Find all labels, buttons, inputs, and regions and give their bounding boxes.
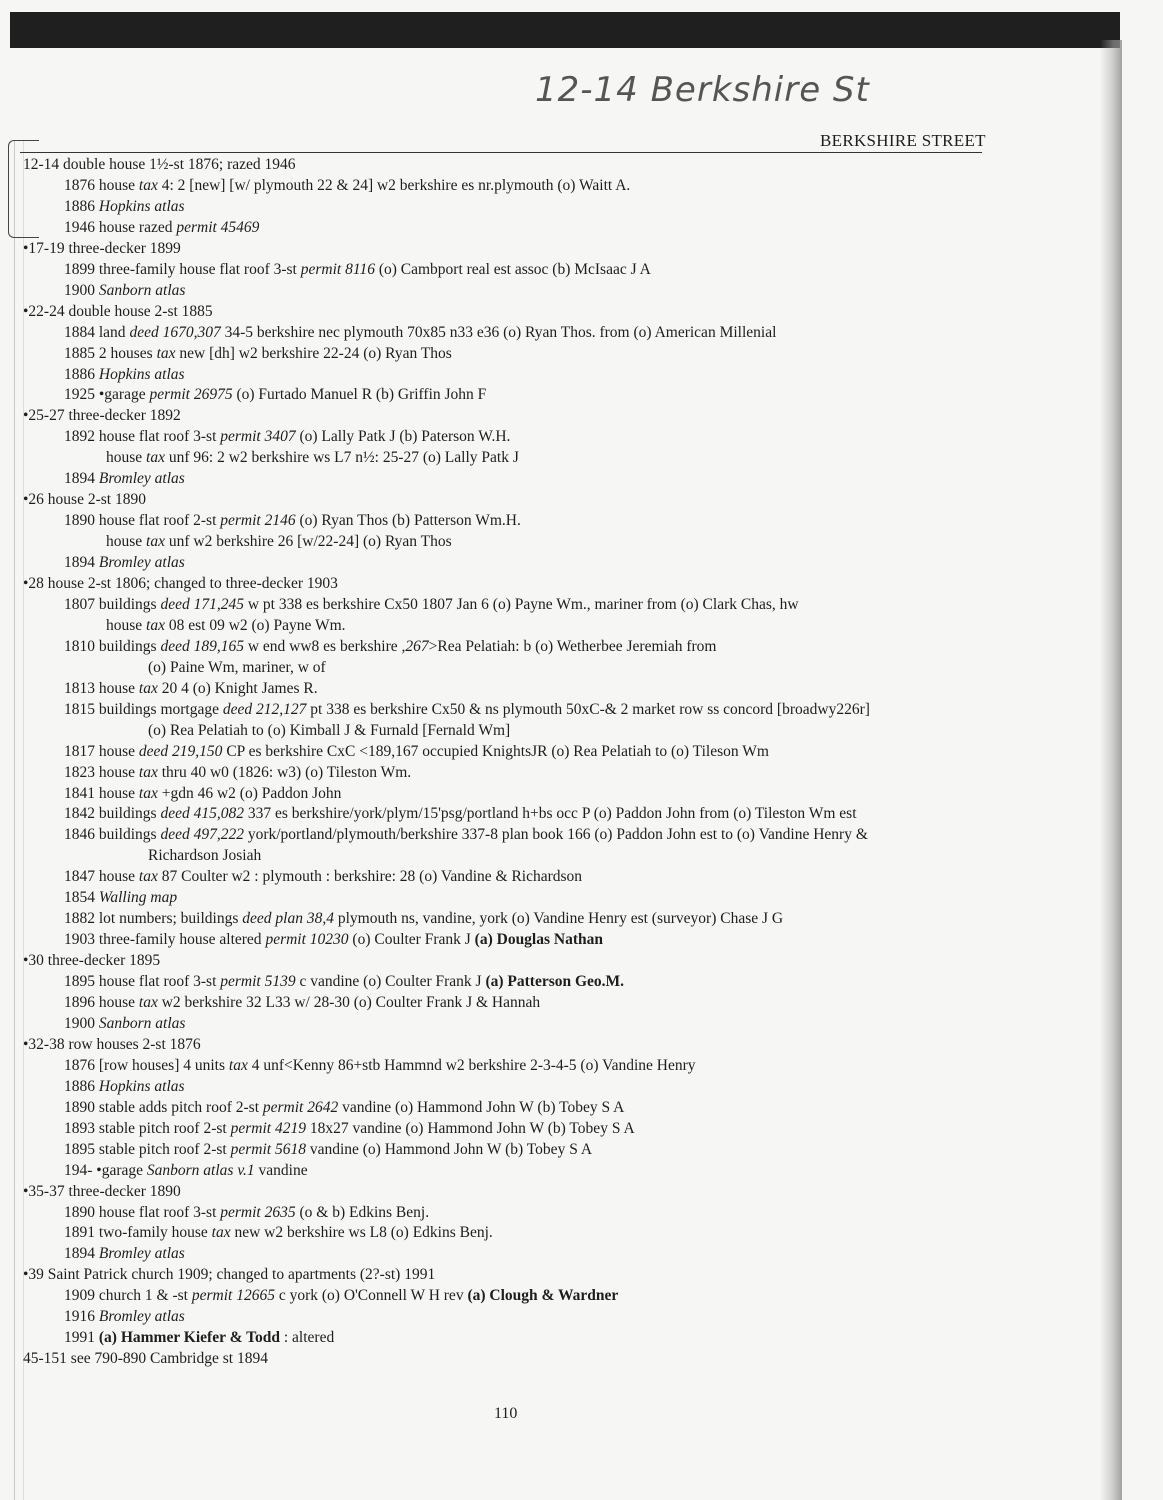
scan-right-edge	[1100, 40, 1122, 1500]
source-reference: Bromley atlas	[98, 470, 185, 488]
record-text: •35-37 three-decker 1890	[23, 1182, 181, 1200]
source-reference: permit 2146	[220, 512, 296, 530]
record-text: 4 unf<Kenny 86+stb Hammnd w2 berkshire 2-3-4-5 (o) Vandine Henry	[247, 1056, 696, 1074]
record-line	[64, 1140, 592, 1160]
record-line	[64, 323, 776, 343]
record-text: plymouth ns, vandine, york (o) Vandine Henry est (surveyor) Chase J G	[333, 910, 784, 928]
record-text: 1817 house	[64, 742, 139, 760]
source-reference: deed plan 38,4	[242, 910, 334, 928]
record-line	[64, 909, 783, 929]
record-text: : altered	[279, 1329, 335, 1347]
record-text: 08 est 09 w2 (o) Payne Wm.	[164, 616, 346, 634]
record-line	[148, 721, 510, 741]
record-text: CP es berkshire CxC <189,167 occupied KnightsJR (o) Rea Pelatiah to (o) Tileson Wm	[222, 742, 769, 760]
record-text: new w2 berkshire ws L8 (o) Edkins Benj.	[230, 1224, 493, 1242]
record-line	[64, 1307, 185, 1327]
record-text: 4: 2 [new] [w/ plymouth 22 & 24] w2 berkshire es nr.plymouth (o) Waitt A.	[157, 176, 631, 194]
record-text: •26 house 2-st 1890	[23, 491, 146, 509]
source-reference: Hopkins atlas	[98, 365, 185, 383]
record-line	[64, 1328, 334, 1348]
address-entry	[23, 1035, 201, 1055]
source-reference: tax	[211, 1224, 231, 1242]
record-line	[64, 1223, 493, 1243]
record-line	[64, 469, 185, 489]
record-text: 1891 two-family house	[64, 1224, 212, 1242]
record-line	[64, 1077, 185, 1097]
record-text: •17-19 three-decker 1899	[23, 239, 181, 257]
record-text: vandine	[254, 1161, 308, 1179]
source-reference: Walling map	[98, 889, 178, 907]
record-text: 1909 church 1 & -st	[64, 1287, 192, 1305]
record-text: 1823 house	[64, 763, 139, 781]
source-reference: Sanborn atlas	[98, 1014, 186, 1032]
record-text: •25-27 three-decker 1892	[23, 407, 181, 425]
source-reference: deed 189,165	[160, 637, 244, 655]
architect-name: (a) Patterson Geo.M.	[485, 973, 625, 991]
record-text: 1813 house	[64, 679, 139, 697]
record-text: 1886	[64, 197, 99, 215]
record-line	[64, 679, 318, 699]
record-line	[64, 385, 486, 405]
record-text: w end ww8 es berkshire	[243, 637, 402, 655]
source-reference: tax	[138, 679, 158, 697]
record-line	[64, 1286, 618, 1306]
source-reference: permit 10230	[265, 931, 349, 949]
record-line	[64, 365, 185, 385]
header-rule	[20, 152, 982, 153]
record-text: (o) Paine Wm, mariner, w of	[148, 658, 326, 676]
record-text: unf w2 berkshire 26 [w/22-24] (o) Ryan Thos	[164, 533, 452, 551]
record-line	[64, 176, 630, 196]
record-text: 1882 lot numbers; buildings	[64, 910, 243, 928]
record-line	[64, 888, 177, 908]
record-line	[148, 658, 326, 678]
record-text: york/portland/plymouth/berkshire 337-8 plan book 166 (o) Paddon John est to (o) Vandine Henry &	[243, 826, 868, 844]
record-line	[64, 553, 185, 573]
address-entry	[23, 951, 160, 971]
record-line	[64, 595, 799, 615]
record-text: 20 4 (o) Knight James R.	[157, 679, 318, 697]
record-line	[148, 846, 261, 866]
record-text: (o) Ryan Thos (b) Patterson Wm.H.	[295, 512, 521, 530]
record-line	[64, 1161, 308, 1181]
record-line	[64, 867, 582, 887]
record-line	[64, 511, 521, 531]
record-line	[64, 344, 452, 364]
record-line	[64, 1244, 185, 1264]
address-entry	[23, 1182, 181, 1202]
record-text: 1894	[64, 470, 99, 488]
record-text: 1807 buildings	[64, 595, 161, 613]
binding-margin	[14, 140, 24, 1500]
record-text: Richardson Josiah	[148, 847, 262, 865]
record-text: 1876 house	[64, 176, 139, 194]
record-text: 1890 house flat roof 3-st	[64, 1203, 221, 1221]
record-line	[64, 742, 769, 762]
source-reference: tax	[138, 994, 158, 1011]
record-text: •32-38 row houses 2-st 1876	[23, 1035, 201, 1053]
record-text: 1884 land	[64, 323, 130, 341]
running-head: BERKSHIRE STREET	[820, 131, 986, 150]
record-text: vandine (o) Hammond John W (b) Tobey S A	[338, 1098, 625, 1116]
address-entry	[23, 490, 146, 510]
source-reference: tax	[146, 533, 165, 551]
record-text: 1895 stable pitch roof 2-st	[64, 1140, 231, 1158]
record-text: (o) Furtado Manuel R (b) Griffin John F	[232, 386, 487, 404]
source-reference: permit 5139	[220, 973, 296, 991]
architect-name: (a) Hammer Kiefer & Todd	[98, 1329, 280, 1347]
record-line	[64, 1014, 185, 1034]
address-entry	[23, 574, 338, 594]
record-line	[64, 972, 624, 992]
record-text: 1886	[64, 365, 99, 383]
record-text: 18x27 vandine (o) Hammond John W (b) Tobey S A	[305, 1119, 635, 1137]
record-text: 1892 house flat roof 3-st	[64, 428, 221, 446]
source-reference: permit 26975	[149, 386, 233, 404]
source-reference: tax	[138, 784, 158, 802]
record-line	[64, 260, 651, 280]
record-text: 1847 house	[64, 868, 139, 886]
record-text: •30 three-decker 1895	[23, 952, 161, 970]
source-reference: tax	[228, 1056, 248, 1074]
source-reference: ,267	[401, 637, 429, 655]
address-entry	[23, 1349, 268, 1369]
source-reference: Hopkins atlas	[98, 1077, 185, 1095]
record-line	[64, 1056, 696, 1076]
record-text: 1886	[64, 1077, 99, 1095]
record-text: 1893 stable pitch roof 2-st	[64, 1119, 231, 1137]
record-line	[64, 1098, 624, 1118]
source-reference: tax	[138, 176, 158, 194]
record-text: +gdn 46 w2 (o) Paddon John	[157, 784, 342, 802]
source-reference: permit 5618	[230, 1140, 306, 1158]
record-text: >Rea Pelatiah: b (o) Wetherbee Jeremiah from	[428, 637, 717, 655]
record-text: 1894	[64, 554, 99, 572]
record-line	[106, 616, 346, 636]
record-line	[64, 427, 510, 447]
source-reference: deed 171,245	[160, 595, 244, 613]
address-entry	[23, 239, 181, 259]
record-text: (o & b) Edkins Benj.	[295, 1203, 430, 1221]
source-reference: Bromley atlas	[98, 1308, 185, 1326]
record-line	[64, 930, 603, 950]
record-text: pt 338 es berkshire Cx50 & ns plymouth 50xC-& 2 market row ss concord [broadwy226r]	[306, 700, 870, 718]
record-line	[106, 448, 519, 468]
record-text: unf 96: 2 w2 berkshire ws L7 n½: 25-27 (o) Lally Patk J	[164, 449, 519, 467]
source-reference: permit 4219	[230, 1119, 306, 1137]
record-text: 1903 three-family house altered	[64, 931, 266, 949]
record-text: house	[106, 616, 147, 634]
source-reference: deed 497,222	[160, 826, 244, 844]
record-text: 1842 buildings	[64, 805, 161, 823]
record-line	[64, 218, 259, 238]
record-text: 1810 buildings	[64, 637, 161, 655]
record-line	[64, 637, 716, 657]
source-reference: permit 3407	[220, 428, 296, 446]
record-line	[64, 1119, 635, 1139]
record-line	[64, 700, 870, 720]
record-text: w2 berkshire 32 L33 w/ 28-30 (o) Coulter Frank J & Hannah	[157, 994, 541, 1011]
record-text: 194- •garage	[64, 1161, 147, 1179]
record-text: 1846 buildings	[64, 826, 161, 844]
source-reference: tax	[146, 616, 165, 634]
source-reference: permit 2635	[220, 1203, 296, 1221]
source-reference: deed 1670,307	[129, 323, 221, 341]
record-text: 1991	[64, 1329, 99, 1347]
record-text: 12-14 double house 1½-st 1876; razed 1946	[23, 156, 296, 173]
source-reference: Sanborn atlas v.1	[146, 1161, 255, 1179]
record-text: 1854	[64, 889, 99, 907]
record-text: 1925 •garage	[64, 386, 150, 404]
record-text: 1946 house razed	[64, 218, 177, 236]
source-reference: deed 415,082	[160, 805, 244, 823]
handwritten-title: 12-14 Berkshire St	[535, 70, 870, 110]
record-text: thru 40 w0 (1826: w3) (o) Tileston Wm.	[157, 763, 412, 781]
address-entry	[23, 155, 296, 175]
page-number: 110	[494, 1405, 518, 1422]
record-line	[64, 784, 341, 804]
architect-name: (a) Douglas Nathan	[474, 931, 603, 949]
record-text: 1841 house	[64, 784, 139, 802]
source-reference: permit 8116	[300, 260, 375, 278]
record-text: c york (o) O'Connell W H rev	[274, 1287, 468, 1305]
record-text: •28 house 2-st 1806; changed to three-decker 1903	[23, 575, 338, 592]
address-entry	[23, 406, 181, 426]
record-text: 1885 2 houses	[64, 344, 157, 362]
record-text: (o) Coulter Frank J	[348, 931, 475, 949]
record-text: (o) Cambport real est assoc (b) McIsaac J A	[374, 260, 651, 278]
record-text: (o) Lally Patk J (b) Paterson W.H.	[295, 428, 511, 446]
record-text: 337 es berkshire/york/plym/15'psg/portland h+bs occ P (o) Paddon John from (o) Tileston Wm est	[243, 805, 857, 823]
record-line	[64, 763, 411, 783]
record-text: (o) Rea Pelatiah to (o) Kimball J & Furnald [Fernald Wm]	[148, 721, 511, 739]
address-entry	[23, 302, 213, 322]
source-reference: deed 212,127	[222, 700, 307, 718]
record-text: 1896 house	[64, 994, 139, 1011]
source-reference: Bromley atlas	[98, 1245, 185, 1263]
record-text: w pt 338 es berkshire Cx50 1807 Jan 6 (o) Payne Wm., mariner from (o) Clark Chas, hw	[243, 595, 799, 613]
record-text: 1916	[64, 1308, 99, 1326]
record-text: 1890 stable adds pitch roof 2-st	[64, 1098, 263, 1116]
record-text: 1815 buildings mortgage	[64, 700, 223, 718]
record-text: c vandine (o) Coulter Frank J	[295, 973, 486, 991]
record-text: vandine (o) Hammond John W (b) Tobey S A	[305, 1140, 593, 1158]
record-text: •39 Saint Patrick church 1909; changed to apartments (2?-st) 1991	[23, 1266, 436, 1284]
record-line	[64, 281, 185, 301]
address-entry	[23, 1265, 435, 1285]
record-line	[64, 825, 868, 845]
record-text: 1900	[64, 1014, 99, 1032]
record-line	[64, 1203, 429, 1223]
record-text: 1876 [row houses] 4 units	[64, 1056, 229, 1074]
record-text: 1895 house flat roof 3-st	[64, 973, 221, 991]
record-line	[64, 197, 185, 217]
scan-top-border	[10, 12, 1120, 48]
record-line	[106, 532, 452, 552]
source-reference: tax	[138, 868, 158, 886]
record-text: 87 Coulter w2 : plymouth : berkshire: 28 (o) Vandine & Richardson	[157, 868, 583, 886]
record-text: 1900	[64, 281, 99, 299]
source-reference: deed 219,150	[138, 742, 223, 760]
source-reference: tax	[146, 449, 165, 467]
source-reference: Hopkins atlas	[98, 197, 185, 215]
record-line	[64, 804, 857, 824]
architect-name: (a) Clough & Wardner	[467, 1287, 619, 1305]
record-text: 45-151 see 790-890 Cambridge st 1894	[23, 1350, 268, 1368]
record-text: •22-24 double house 2-st 1885	[23, 302, 213, 320]
source-reference: Bromley atlas	[98, 554, 185, 572]
source-reference: permit 45469	[176, 218, 260, 236]
source-reference: tax	[156, 344, 176, 362]
record-text: 34-5 berkshire nec plymouth 70x85 n33 e36 (o) Ryan Thos. from (o) American Millenial	[220, 323, 777, 341]
source-reference: permit 12665	[191, 1287, 275, 1305]
record-text: 1899 three-family house flat roof 3-st	[64, 260, 301, 278]
source-reference: tax	[138, 763, 158, 781]
record-text: 1890 house flat roof 2-st	[64, 512, 221, 530]
source-reference: permit 2642	[262, 1098, 339, 1116]
record-text: 1894	[64, 1245, 99, 1263]
record-text: new [dh] w2 berkshire 22-24 (o) Ryan Thos	[175, 344, 452, 362]
record-text: house	[106, 533, 147, 551]
source-reference: Sanborn atlas	[98, 281, 186, 299]
record-line	[64, 993, 540, 1013]
record-text: house	[106, 449, 147, 467]
